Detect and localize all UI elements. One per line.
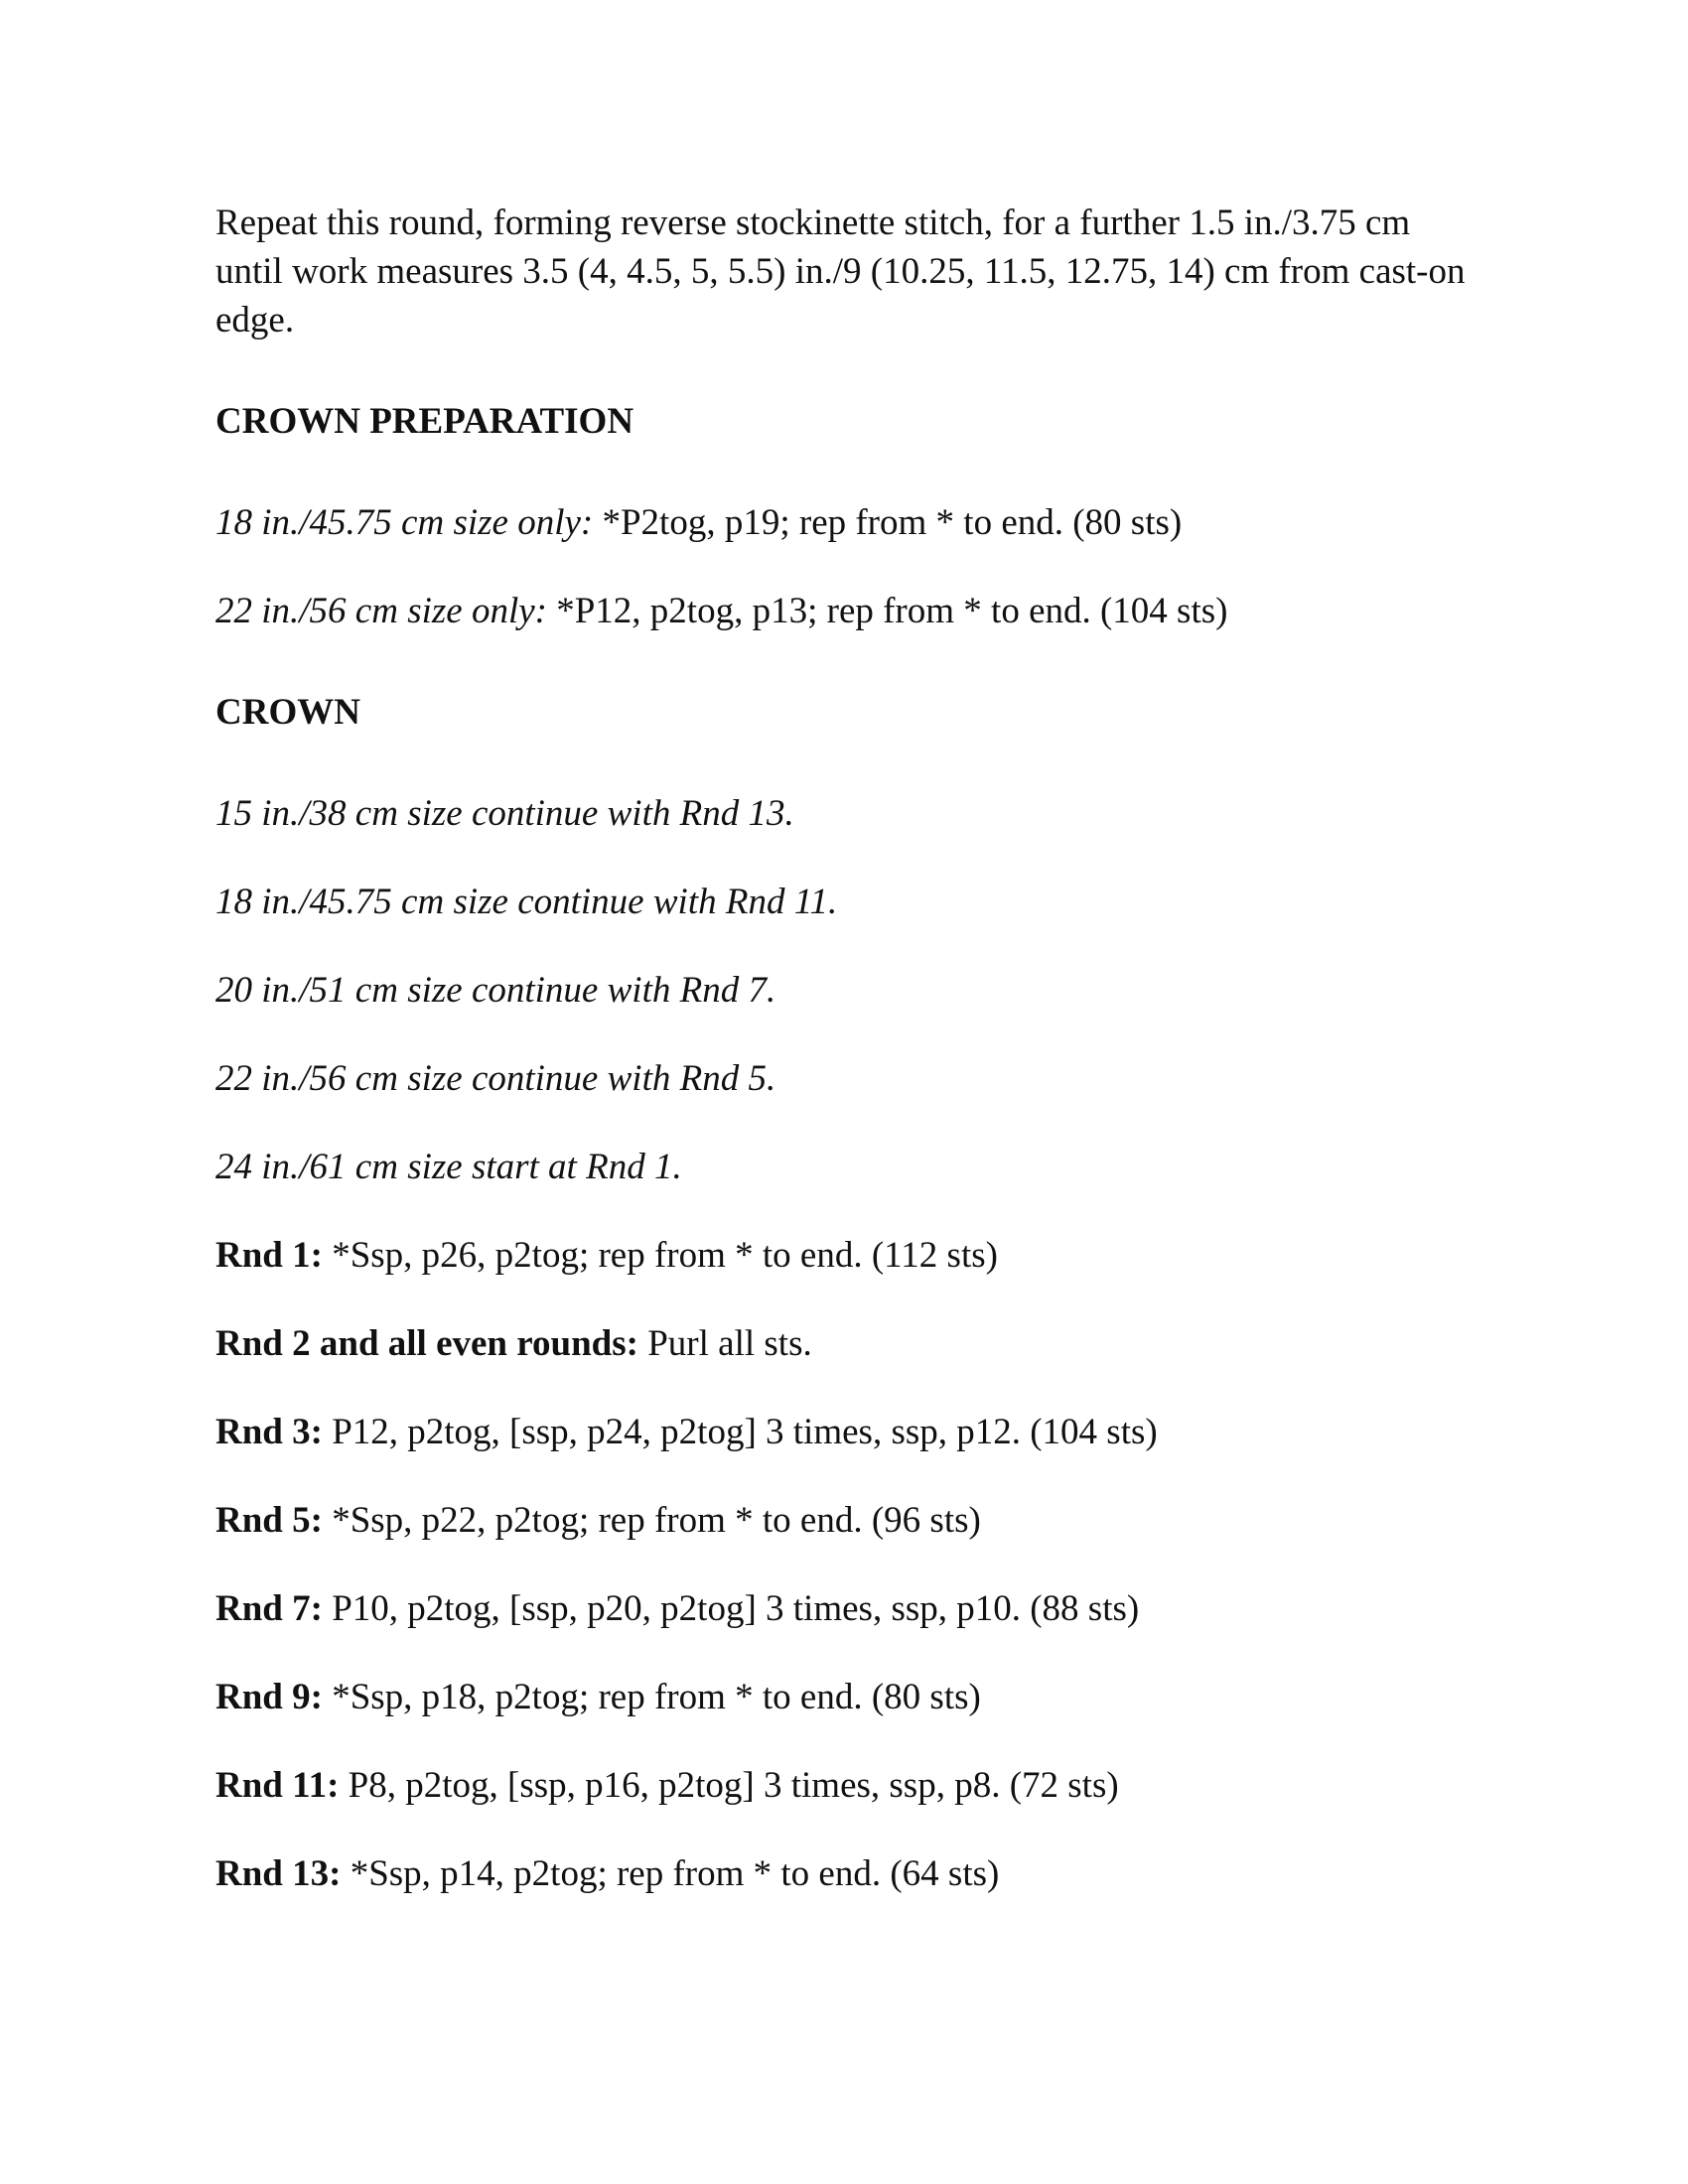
round-label: Rnd 13: xyxy=(215,1853,342,1894)
round-text: *Ssp, p14, p2tog; rep from * to end. (64 sts) xyxy=(341,1853,1000,1894)
round-label: Rnd 2 and all even rounds: xyxy=(215,1323,638,1364)
round-instruction xyxy=(215,1496,1486,1545)
round-instruction xyxy=(215,1231,1486,1280)
round-instruction xyxy=(215,1673,1486,1721)
round-text: P12, p2tog, [ssp, p24, p2tog] 3 times, ssp, p12. (104 sts) xyxy=(322,1412,1158,1452)
round-text: Purl all sts. xyxy=(637,1323,812,1364)
round-instruction xyxy=(215,1319,1486,1368)
instruction-text: *P2tog, p19; rep from * to end. (80 sts) xyxy=(593,502,1183,543)
round-text: P10, p2tog, [ssp, p20, p2tog] 3 times, ssp, p10. (88 sts) xyxy=(322,1588,1140,1629)
round-instruction xyxy=(215,1584,1486,1633)
size-label: 18 in./45.75 cm size only: xyxy=(215,502,594,543)
size-note: 15 in./38 cm size continue with Rnd 13. xyxy=(215,793,794,834)
size-note: 24 in./61 cm size start at Rnd 1. xyxy=(215,1147,682,1187)
intro-paragraph: Repeat this round, forming reverse stockinette stitch, for a further 1.5 in./3.75 cm until work measures 3.5 (4, 4.5, 5, 5.5) in./9 (10.25, 11.5, 12.75, 14) cm from cast-on edge. xyxy=(215,203,1466,341)
crown-preparation-heading: CROWN PREPARATION xyxy=(215,401,634,442)
round-instruction xyxy=(215,1408,1486,1456)
round-instruction xyxy=(215,1849,1486,1898)
size-note: 20 in./51 cm size continue with Rnd 7. xyxy=(215,970,776,1011)
document-page xyxy=(215,199,1486,1898)
round-text: P8, p2tog, [ssp, p16, p2tog] 3 times, ssp, p8. (72 sts) xyxy=(339,1765,1119,1806)
round-label: Rnd 1: xyxy=(215,1235,323,1276)
instruction-text: *P12, p2tog, p13; rep from * to end. (104 sts) xyxy=(546,591,1228,631)
round-instruction xyxy=(215,1761,1486,1810)
crown-prep-instruction xyxy=(215,498,1486,547)
round-text: *Ssp, p22, p2tog; rep from * to end. (96 sts) xyxy=(322,1500,981,1541)
round-label: Rnd 5: xyxy=(215,1500,323,1541)
size-note: 22 in./56 cm size continue with Rnd 5. xyxy=(215,1058,776,1099)
size-note: 18 in./45.75 cm size continue with Rnd 11. xyxy=(215,882,838,922)
round-text: *Ssp, p26, p2tog; rep from * to end. (112 sts) xyxy=(322,1235,998,1276)
round-text: *Ssp, p18, p2tog; rep from * to end. (80 sts) xyxy=(322,1677,981,1717)
crown-heading: CROWN xyxy=(215,692,360,733)
size-label: 22 in./56 cm size only: xyxy=(215,591,547,631)
round-label: Rnd 9: xyxy=(215,1677,323,1717)
round-label: Rnd 7: xyxy=(215,1588,323,1629)
round-label: Rnd 11: xyxy=(215,1765,340,1806)
crown-prep-instruction xyxy=(215,587,1486,635)
round-label: Rnd 3: xyxy=(215,1412,323,1452)
